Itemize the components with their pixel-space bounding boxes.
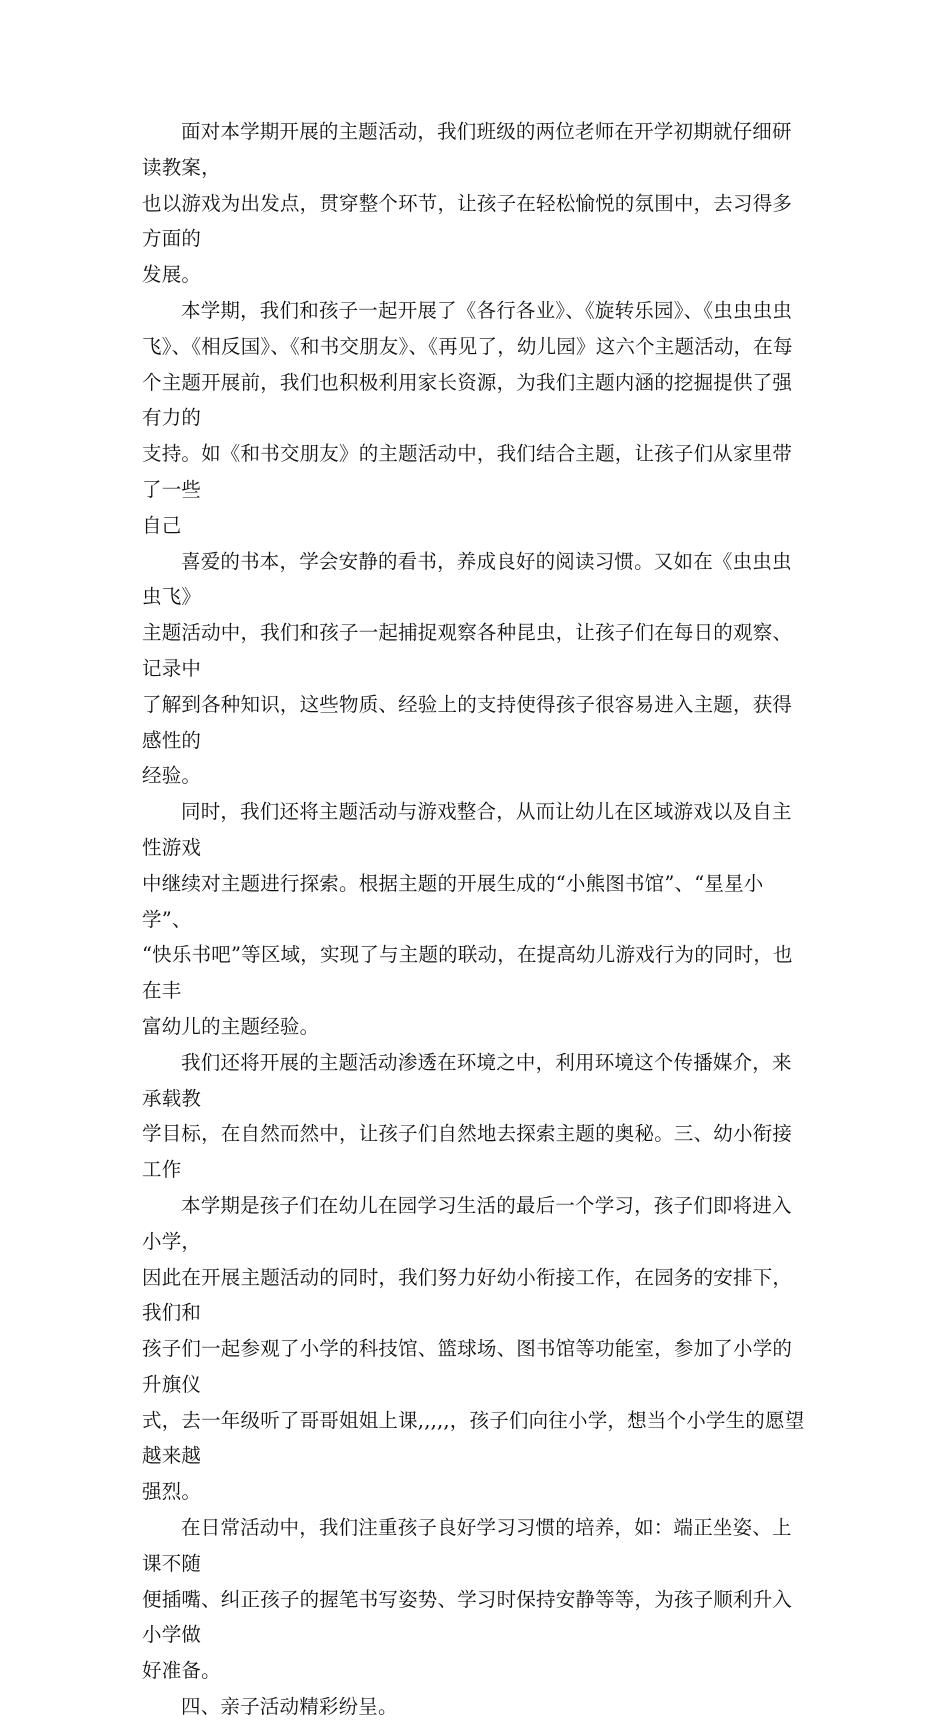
paragraph-8	[142, 1689, 810, 1725]
paragraph-1	[142, 114, 810, 293]
text-line: 富幼儿的主题经验。	[142, 1014, 320, 1038]
text-line: 好准备。	[142, 1659, 221, 1683]
paragraph-5	[142, 1045, 810, 1188]
text-line: 同时，我们还将主题活动与游戏整合，从而让幼儿在区域游戏以及自主性游戏	[142, 800, 792, 859]
text-line: 学目标，在自然而然中，让孩子们自然地去探索主题的奥秘。三、幼小衔接工作	[142, 1122, 793, 1182]
text-line: 本学期，我们和孩子一起开展了《各行各业》、《旋转乐园》、《虫虫虫虫	[181, 298, 793, 322]
text-line: 本学期是孩子们在幼儿在园学习生活的最后一个学习，孩子们即将进入小学，	[142, 1193, 792, 1253]
text-line: 个主题开展前，我们也积极利用家长资源，为我们主题内涵的挖掘提供了强有力的	[142, 370, 793, 430]
paragraph-4	[142, 794, 810, 1045]
document-body	[142, 114, 810, 1725]
text-line: 便插嘴、纠正孩子的握笔书写姿势、学习时保持安静等等，为孩子顺利升入小学做	[142, 1587, 793, 1647]
text-line: 式，去一年级听了哥哥姐姐上课,,,,,，孩子们向往小学，想当个小学生的愿望越来越	[142, 1408, 805, 1468]
text-line: 了解到各种知识，这些物质、经验上的支持使得孩子很容易进入主题，获得感性的	[142, 692, 793, 752]
text-line: 因此在开展主题活动的同时，我们努力好幼小衔接工作，在园务的安排下，我们和	[142, 1265, 793, 1325]
text-line: 自己	[142, 513, 182, 537]
text-line: 支持。如《和书交朋友》的主题活动中，我们结合主题，让孩子们从家里带了一些	[142, 442, 793, 501]
text-line: 喜爱的书本，学会安静的看书，养成良好的阅读习惯。又如在《虫虫虫虫飞》	[142, 549, 792, 609]
text-line: 面对本学期开展的主题活动，我们班级的两位老师在开学初期就仔细研读教案，	[142, 120, 792, 179]
text-line: 主题活动中，我们和孩子一起捕捉观察各种昆虫，让孩子们在每日的观察、记录中	[142, 621, 793, 680]
text-line: 中继续对主题进行探索。根据主题的开展生成的“小熊图书馆”、“星星小学”、	[142, 871, 764, 931]
text-line: “快乐书吧”等区域，实现了与主题的联动，在提高幼儿游戏行为的同时，也在丰	[142, 943, 793, 1003]
text-line: 也以游戏为出发点，贯穿整个环节，让孩子在轻松愉悦的氛围中，去习得多方面的	[142, 191, 793, 251]
text-line: 孩子们一起参观了小学的科技馆、篮球场、图书馆等功能室，参加了小学的升旗仪	[142, 1337, 793, 1396]
text-line: 飞》、《相反国》、《和书交朋友》、《再见了，幼儿园》这六个主题活动，在每	[142, 334, 793, 358]
paragraph-6	[142, 1188, 810, 1510]
paragraph-7	[142, 1510, 810, 1689]
paragraph-3	[142, 544, 810, 795]
text-line: 发展。	[142, 263, 202, 287]
text-line: 经验。	[142, 764, 202, 788]
text-line: 强烈。	[142, 1480, 202, 1504]
paragraph-2	[142, 293, 810, 544]
text-line: 我们还将开展的主题活动渗透在环境之中，利用环境这个传播媒介，来承载教	[142, 1050, 792, 1110]
text-line: 四、亲子活动精彩纷呈。	[181, 1695, 398, 1719]
text-line: 在日常活动中，我们注重孩子良好学习习惯的培养，如：端正坐姿、上课不随	[142, 1516, 792, 1575]
